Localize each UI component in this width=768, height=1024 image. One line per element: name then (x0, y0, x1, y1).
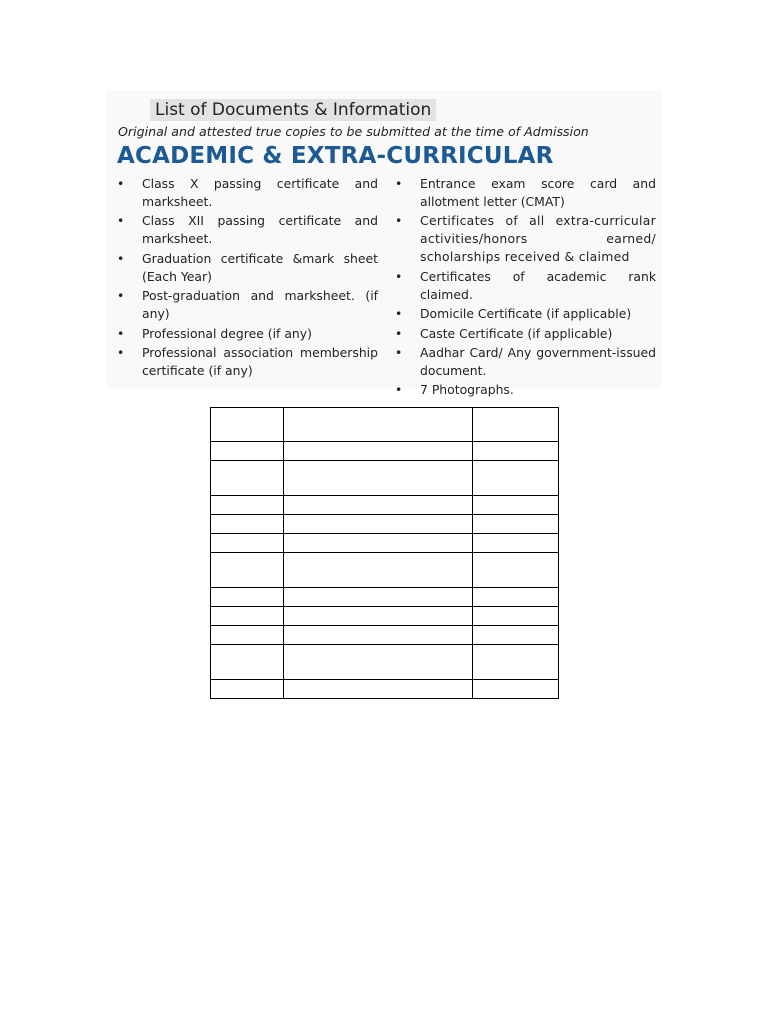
table-cell (284, 461, 473, 496)
table-cell (284, 496, 473, 515)
bullet-icon: • (395, 325, 403, 341)
table-cell (284, 408, 473, 442)
bullet-icon: • (395, 213, 403, 229)
table-row (211, 534, 559, 553)
bullet-icon: • (117, 176, 125, 191)
table-row (211, 607, 559, 626)
table-cell (211, 496, 284, 515)
list-item: • Certificates of academic rank claimed. (395, 268, 656, 302)
table-cell (473, 680, 559, 699)
table-cell (211, 515, 284, 534)
bullet-icon: • (395, 344, 403, 360)
table-cell (284, 553, 473, 588)
list-item: • Caste Certificate (if applicable) (395, 325, 613, 341)
bullet-icon: • (117, 325, 125, 341)
table-cell (473, 496, 559, 515)
table-cell (211, 607, 284, 626)
table-cell (284, 515, 473, 534)
bullet-icon: • (395, 268, 403, 284)
table-cell (284, 588, 473, 607)
table-cell (211, 442, 284, 461)
section-heading: ACADEMIC & EXTRA-CURRICULAR (117, 143, 554, 169)
table-cell (211, 534, 284, 553)
bullet-icon: • (117, 344, 125, 360)
document-list-title: List of Documents & Information (150, 99, 436, 121)
list-item: • Certificates of all extra-curricular activities/honors earned/ scholarships received & claimed (395, 213, 656, 265)
table-cell (284, 607, 473, 626)
list-item: • Aadhar Card/ Any government-issued document. (395, 344, 656, 378)
table-row (211, 515, 559, 534)
table-cell (211, 461, 284, 496)
table-cell (473, 461, 559, 496)
table-row (211, 408, 559, 442)
table-row (211, 645, 559, 680)
bullet-icon: • (117, 288, 125, 304)
table-row (211, 496, 559, 515)
table-cell (284, 645, 473, 680)
table-cell (211, 645, 284, 680)
table-cell (473, 645, 559, 680)
list-item: • Class X passing certificate and marksheet. (117, 176, 378, 209)
table-row (211, 553, 559, 588)
table-cell (473, 515, 559, 534)
list-item: • Post-graduation and marksheet. (if any) (117, 288, 378, 322)
list-item: • Professional association membership certificate (if any) (117, 344, 378, 378)
table-cell (473, 626, 559, 645)
table-cell (211, 626, 284, 645)
bullet-icon: • (117, 250, 125, 266)
table-row (211, 680, 559, 699)
table-cell (211, 680, 284, 699)
left-document-list (116, 175, 378, 381)
table-cell (284, 534, 473, 553)
table-cell (211, 553, 284, 588)
list-item: • Entrance exam score card and allotment letter (CMAT) (395, 176, 656, 209)
submission-instruction: Original and attested true copies to be submitted at the time of Admission (118, 124, 589, 139)
list-item: • Class XII passing certificate and marksheet. (117, 213, 378, 247)
list-item: • Domicile Certificate (if applicable) (395, 306, 632, 322)
list-item: • 7 Photographs. (395, 382, 514, 398)
list-item: • Graduation certificate &mark sheet (Each Year) (117, 250, 378, 284)
table-cell (284, 680, 473, 699)
table-cell (211, 408, 284, 442)
table-row (211, 626, 559, 645)
bullet-icon: • (395, 176, 403, 191)
table-cell (473, 553, 559, 588)
table-cell (473, 607, 559, 626)
table-cell (284, 626, 473, 645)
table-row (211, 442, 559, 461)
document-info-panel (106, 90, 662, 398)
table-cell (473, 408, 559, 442)
list-item: • Professional degree (if any) (117, 325, 312, 341)
table-cell (211, 588, 284, 607)
right-document-list (394, 175, 656, 401)
bullet-icon: • (395, 382, 403, 398)
table-cell (473, 588, 559, 607)
bullet-icon: • (117, 213, 125, 229)
empty-checklist-table (210, 407, 559, 699)
table-row (211, 461, 559, 496)
table-cell (473, 534, 559, 553)
table-row (211, 588, 559, 607)
bullet-icon: • (395, 306, 403, 322)
table-cell (284, 442, 473, 461)
table-cell (473, 442, 559, 461)
